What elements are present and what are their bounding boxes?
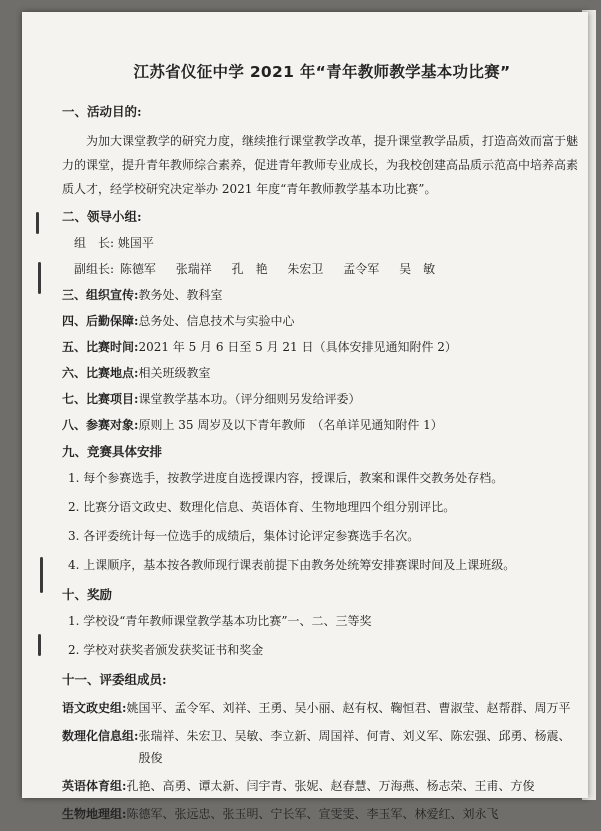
section-heading-arrangement: 九、竞赛具体安排 [62, 444, 163, 459]
judge-group [62, 803, 582, 825]
project-value: 课堂教学基本功。（评分细则另发给评委） [138, 392, 361, 406]
support-value: 总务处、信息技术与实验中心 [138, 314, 295, 328]
deputy-label: 副组长: [74, 262, 115, 276]
award-item: 2. 学校对获奖者颁发获奖证书和奖金 [68, 643, 264, 657]
judge-group-members: 孔艳、高勇、谭太新、闫宇青、张妮、赵春慧、万海燕、杨志荣、王甫、方俊 [126, 779, 535, 793]
participants-row [62, 416, 582, 433]
document-title: 江苏省仪征中学 2021 年“青年教师教学基本功比赛” [133, 63, 511, 81]
arrangement-item: 4. 上课顺序，基本按各教师现行课表前提下由教务处统筹安排赛课时间及上课班级。 [68, 558, 516, 572]
judge-group-label: 生物地理组: [62, 807, 127, 821]
publicity-value: 教务处、教科室 [138, 288, 223, 302]
leader-name: 姚国平 [117, 236, 154, 250]
binding-mark [38, 262, 41, 294]
arrangement-item: 1. 每个参赛选手，按教学进度自选授课内容，授课后，教案和课件交教务处存档。 [68, 471, 504, 485]
leader-label: 组 长: [74, 236, 115, 250]
publicity-label: 三、组织宣传: [62, 288, 139, 302]
leader-row [62, 234, 582, 251]
deputy-name: 吴 敏 [399, 262, 436, 276]
arrangement-item: 2. 比赛分语文政史、数理化信息、英语体育、生物地理四个组分别评比。 [68, 500, 456, 514]
deputy-row [62, 260, 582, 277]
judge-group-members: 姚国平、孟令军、刘祥、王勇、吴小丽、赵有权、鞠恒君、曹淑莹、赵帮群、周万平 [126, 701, 571, 715]
section-heading-awards: 十、奖励 [62, 587, 113, 602]
venue-value: 相关班级教室 [138, 366, 211, 380]
project-label: 七、比赛项目: [62, 392, 139, 406]
deputy-name: 张瑞祥 [175, 262, 212, 276]
award-item: 1. 学校设“青年教师课堂教学基本功比赛”一、二、三等奖 [68, 614, 372, 628]
judge-group-label: 英语体育组: [62, 779, 127, 793]
purpose-paragraph: 为加大课堂教学的研究力度，继续推行课堂教学改革，提升课堂教学品质，打造高效而富于魅力的课堂，提升青年教师综合素养，促进青年教师专业成长，为我校创建高品质示范高中培养高素质人才，经学校研究决定举办 2021 年度“青年教师教学基本功比赛”。 [62, 134, 579, 196]
section-heading-leaders: 二、领导小组: [62, 209, 142, 224]
binding-mark [40, 557, 43, 593]
judge-group [62, 775, 582, 797]
judge-group [62, 725, 582, 769]
project-row [62, 390, 582, 407]
participants-value: 原则上 35 周岁及以下青年教师 （名单详见通知附件 1） [138, 418, 443, 432]
time-row [62, 338, 582, 355]
deputy-name: 孔 艳 [231, 262, 268, 276]
section-heading-purpose: 一、活动目的: [62, 104, 142, 119]
arrangement-item: 3. 各评委统计每一位选手的成绩后，集体讨论评定参赛选手名次。 [68, 529, 420, 543]
judge-group-label: 数理化信息组: [62, 729, 139, 743]
venue-label: 六、比赛地点: [62, 366, 139, 380]
time-label: 五、比赛时间: [62, 340, 139, 354]
document-content [62, 60, 582, 831]
support-label: 四、后勤保障: [62, 314, 139, 328]
deputy-name: 陈德军 [119, 262, 156, 276]
support-row [62, 312, 582, 329]
publicity-row [62, 286, 582, 303]
deputy-name: 孟令军 [343, 262, 380, 276]
judge-group-members: 陈德军、张远忠、张玉明、宁长军、宣雯雯、李玉军、林爱红、刘永飞 [126, 807, 499, 821]
deputy-name: 朱宏卫 [287, 262, 324, 276]
section-heading-judges: 十一、评委组成员: [62, 672, 167, 687]
binding-mark [36, 212, 39, 234]
time-value: 2021 年 5 月 6 日至 5 月 21 日（具体安排见通知附件 2） [138, 340, 457, 354]
venue-row [62, 364, 582, 381]
binding-mark [38, 634, 41, 656]
judge-group-members: 张瑞祥、朱宏卫、吴敏、李立新、周国祥、何青、刘义军、陈宏强、邱勇、杨震、殷俊 [138, 729, 571, 765]
participants-label: 八、参赛对象: [62, 418, 139, 432]
judge-group-label: 语文政史组: [62, 701, 127, 715]
judge-group [62, 697, 582, 719]
